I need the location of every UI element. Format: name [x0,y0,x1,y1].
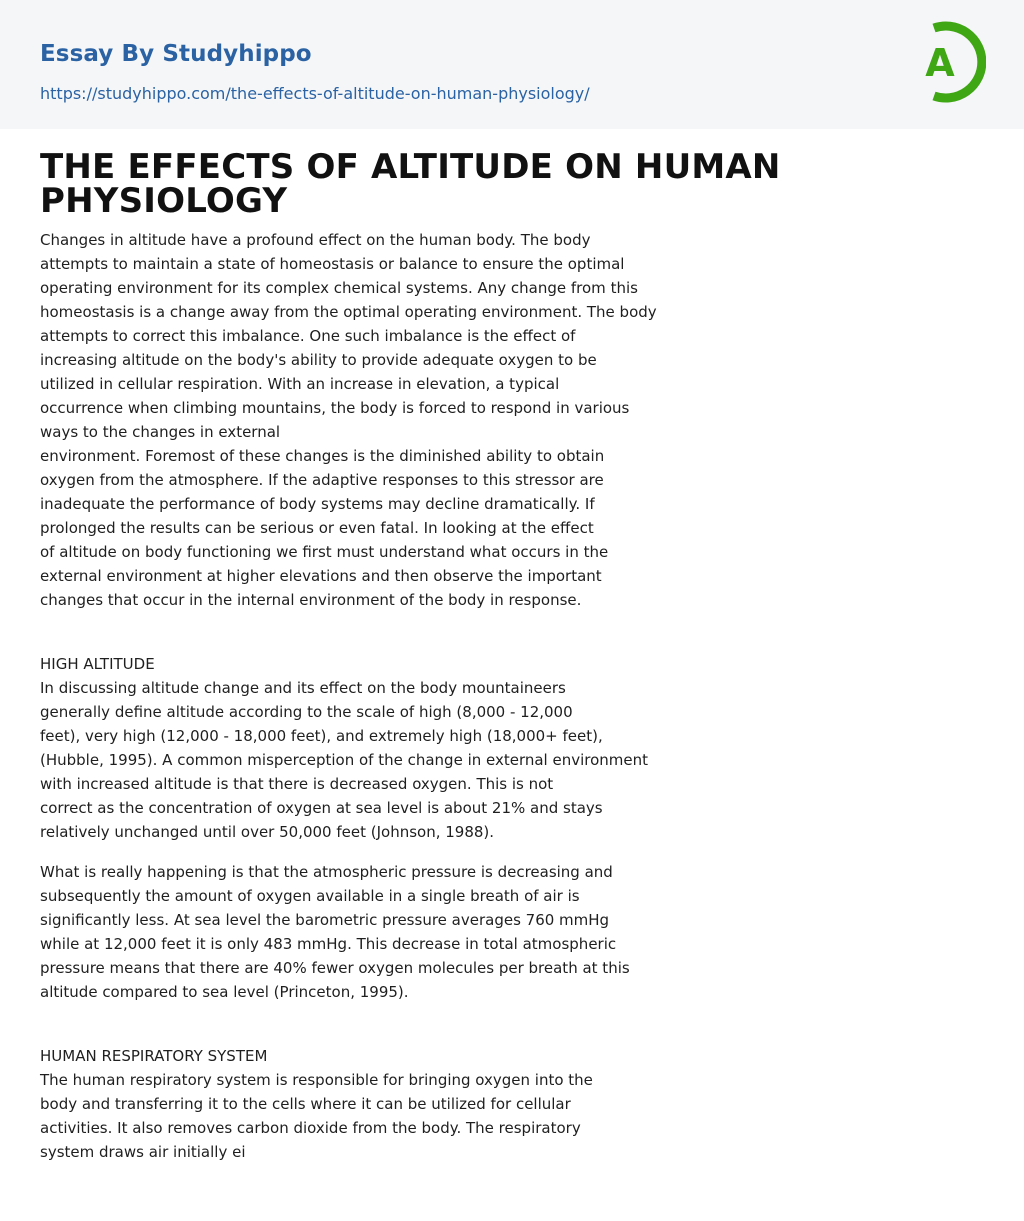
essay-url-link[interactable]: https://studyhippo.com/the-effects-of-altitude-on-human-physiology/ [40,84,590,103]
text-line: system draws air initially ei [40,1143,246,1161]
section-heading: HUMAN RESPIRATORY SYSTEM [40,1047,268,1065]
text-line: utilized in cellular respiration. With an increase in elevation, a typical [40,375,560,393]
title-line: THE EFFECTS OF ALTITUDE ON HUMAN [40,147,781,187]
text-line: inadequate the performance of body systems may decline dramatically. If [40,495,595,513]
title-line: PHYSIOLOGY [40,181,288,221]
page-title [40,147,940,221]
text-line: The human respiratory system is responsible for bringing oxygen into the [40,1071,593,1089]
text-line: attempts to correct this imbalance. One such imbalance is the effect of [40,327,576,345]
text-line: relatively unchanged until over 50,000 feet (Johnson, 1988). [40,823,495,841]
intro-paragraph [40,228,720,612]
text-line: attempts to maintain a state of homeostasis or balance to ensure the optimal [40,255,625,273]
text-line: activities. It also removes carbon dioxide from the body. The respiratory [40,1119,581,1137]
text-line: increasing altitude on the body's ability to provide adequate oxygen to be [40,351,597,369]
text-line: with increased altitude is that there is decreased oxygen. This is not [40,775,554,793]
text-line: environment. Foremost of these changes is the diminished ability to obtain [40,447,605,465]
text-line: feet), very high (12,000 - 18,000 feet), and extremely high (18,000+ feet), [40,727,603,745]
text-line: external environment at higher elevations and then observe the important [40,567,602,585]
text-line: (Hubble, 1995). A common misperception of the change in external environment [40,751,649,769]
text-line: subsequently the amount of oxygen available in a single breath of air is [40,887,580,905]
text-line: significantly less. At sea level the barometric pressure averages 760 mmHg [40,911,610,929]
text-line: oxygen from the atmosphere. If the adaptive responses to this stressor are [40,471,604,489]
text-line: homeostasis is a change away from the optimal operating environment. The body [40,303,657,321]
text-line: ways to the changes in external [40,423,281,441]
high-altitude-section [40,652,720,844]
text-line: generally define altitude according to the scale of high (8,000 - 12,000 [40,703,573,721]
text-line: prolonged the results can be serious or even fatal. In looking at the effect [40,519,594,537]
text-line: What is really happening is that the atmospheric pressure is decreasing and [40,863,613,881]
text-line: while at 12,000 feet it is only 483 mmHg. This decrease in total atmospheric [40,935,617,953]
text-line: occurrence when climbing mountains, the body is forced to respond in various [40,399,630,417]
pressure-paragraph [40,860,720,1004]
text-line: body and transferring it to the cells where it can be utilized for cellular [40,1095,571,1113]
section-heading: HIGH ALTITUDE [40,655,155,673]
text-line: operating environment for its complex chemical systems. Any change from this [40,279,638,297]
studyhippo-logo-icon[interactable] [912,19,986,105]
text-line: Changes in altitude have a profound effect on the human body. The body [40,231,591,249]
text-line: of altitude on body functioning we first must understand what occurs in the [40,543,609,561]
brand-name[interactable]: Essay By Studyhippo [40,41,312,67]
essay-body [40,228,720,1164]
logo-letter: A [925,41,955,85]
text-line: changes that occur in the internal environment of the body in response. [40,591,582,609]
text-line: In discussing altitude change and its effect on the body mountaineers [40,679,566,697]
text-line: altitude compared to sea level (Princeton, 1995). [40,983,409,1001]
text-line: pressure means that there are 40% fewer oxygen molecules per breath at this [40,959,630,977]
text-line: correct as the concentration of oxygen at sea level is about 21% and stays [40,799,603,817]
respiratory-section [40,1044,720,1164]
site-header [0,0,1024,129]
